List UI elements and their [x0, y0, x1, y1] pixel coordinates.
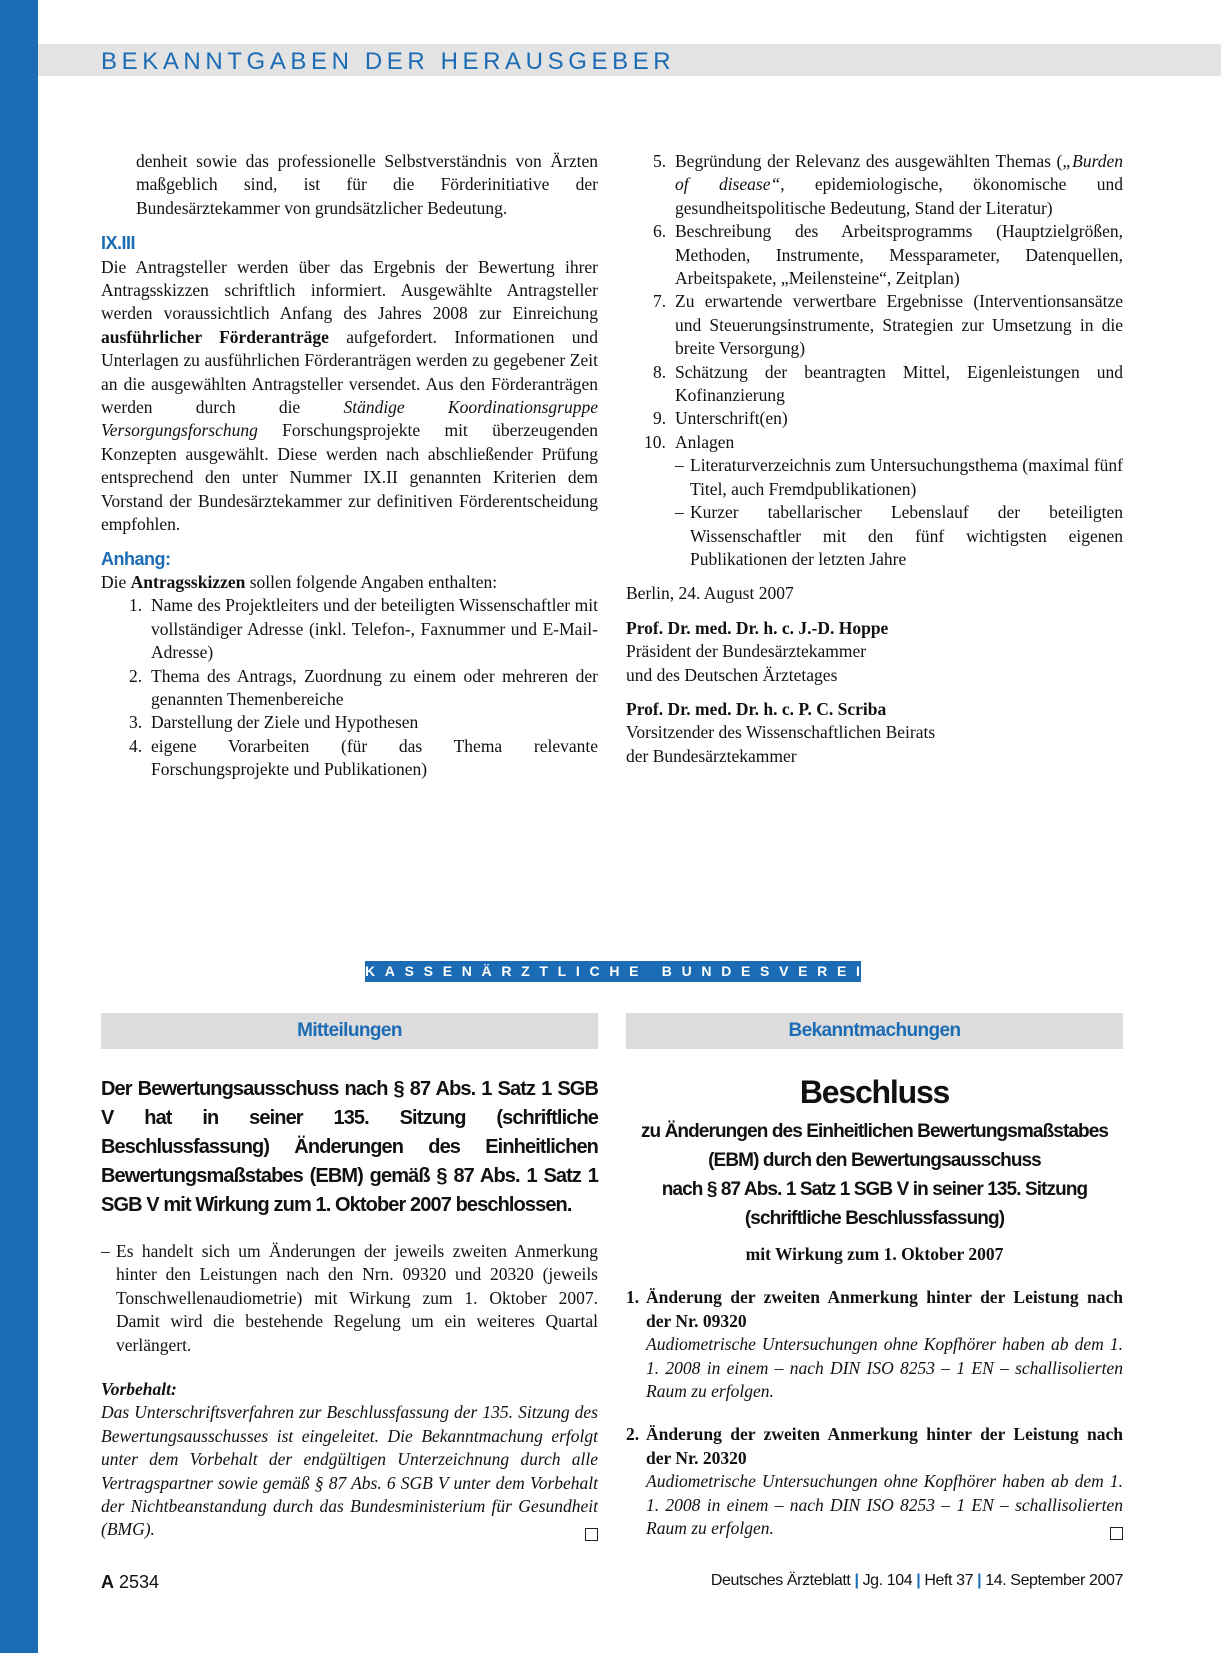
- signatory-1-name: Prof. Dr. med. Dr. h. c. J.-D. Hoppe: [626, 617, 889, 638]
- beschluss-item-text: [646, 1470, 1123, 1540]
- dash-bullet: –: [675, 455, 684, 476]
- subtitle-line: (EBM) durch den Bewertungsausschuss: [708, 1150, 1041, 1171]
- footer-page-number: [101, 1572, 159, 1593]
- attachment-sublist: [626, 454, 1123, 571]
- anhang-intro: [101, 571, 598, 594]
- bekanntmachungen-heading: Bekanntmachungen: [626, 1013, 1123, 1049]
- sublist-item-text: Literaturverzeichnis zum Untersuchungsthema (maximal fünf Titel, auch Fremdpublikationen): [690, 455, 1123, 499]
- end-mark-icon: [585, 1528, 598, 1541]
- journal-issue: Heft 37: [924, 1572, 974, 1589]
- list-item-number: 8.: [653, 361, 667, 382]
- list-item-number: 10.: [644, 431, 666, 452]
- beschluss-item: [626, 1423, 1123, 1540]
- anhang-post: sollen folgende Angaben enthalten:: [245, 571, 498, 592]
- signatory-1-role-2: und des Deutschen Ärztetages: [626, 664, 838, 685]
- effective-date: mit Wirkung zum 1. Oktober 2007: [745, 1244, 1004, 1264]
- list-item-number: 3.: [129, 712, 143, 733]
- beschluss-item-text: Audiometrische Untersuchungen ohne Kopfhörer haben ab dem 1. 1. 2008 in einem – nach DIN ISO 8253 – 1 EN – schallisolierten Raum zu erfolgen.: [646, 1334, 1123, 1402]
- page-prefix: A: [101, 1572, 114, 1592]
- subtitle-line: (schriftliche Beschlussfassung): [744, 1208, 1005, 1229]
- list-item-text: Schätzung der beantragten Mittel, Eigenleistungen und Kofinanzierung: [675, 361, 1123, 406]
- beschluss-title: Beschluss: [799, 1074, 950, 1110]
- journal-volume: Jg. 104: [862, 1572, 913, 1589]
- end-mark-box: [585, 1523, 598, 1546]
- section-heading-ix-iii: IX.III: [101, 233, 136, 254]
- list-item-text: Anlagen: [675, 431, 735, 452]
- signatory-2-role: Vorsitzender des Wissenschaftlichen Beirats: [626, 722, 936, 743]
- sublist-item: [675, 454, 1123, 501]
- kbv-banner: KASSENÄRZTLICHE BUNDESVEREINIGUNG: [365, 961, 861, 982]
- signatory-2-name: Prof. Dr. med. Dr. h. c. P. C. Scriba: [626, 698, 887, 719]
- list-item-number: 2.: [129, 665, 143, 686]
- ix-iii-paragraph: [101, 256, 598, 537]
- footer-citation: [711, 1572, 1123, 1590]
- list-item-number: 7.: [653, 291, 667, 312]
- beschluss-item-heading: Änderung der zweiten Anmerkung hinter der Leistung nach der Nr. 20320: [646, 1424, 1123, 1468]
- ix-text-1: Die Antragsteller werden über das Ergebnis der Bewertung ihrer Antragsskizzen schriftlich informiert. Ausgewählte Antragsteller werden voraussichtlich Anfang des Jahres 2008 zur Einreichung: [101, 256, 598, 324]
- section-header: BEKANNTGABEN DER HERAUSGEBER: [101, 48, 676, 75]
- list-item-text: Thema des Antrags, Zuordnung zu einem oder mehreren der genannten Themenbereiche: [151, 665, 598, 709]
- subtitle-line: nach § 87 Abs. 1 Satz 1 SGB V in seiner 135. Sitzung: [661, 1179, 1088, 1200]
- sublist-item: [675, 501, 1123, 571]
- right-column: [626, 150, 1123, 768]
- anhang-list: [101, 594, 598, 781]
- list-item-text: Name des Projektleiters und der beteiligten Wissenschaftler mit vollständiger Adresse (inkl. Telefon-, Faxnummer und E-Mail-Adresse): [151, 595, 598, 663]
- mitteilungen-column: [101, 1075, 598, 1547]
- end-mark-icon: [1110, 1527, 1123, 1540]
- list-item: [653, 220, 1123, 290]
- list-item: [644, 431, 1123, 454]
- list-item-number: 4.: [129, 735, 143, 756]
- list-item-text: Darstellung der Ziele und Hypothesen: [151, 712, 419, 733]
- mitteilungen-lead: Der Bewertungsausschuss nach § 87 Abs. 1 Satz 1 SGB V hat in seiner 135. Sitzung (schriftliche Beschlussfassung) Änderungen des Einheitlichen Bewertungsmaßstabes (EBM) gemäß § 87 Abs. 1 Satz 1 SGB V mit Wirkung zum 1. Oktober 2007 beschlossen.: [101, 1078, 598, 1216]
- list-item-text: Unterschrift(en): [675, 408, 788, 429]
- beschluss-subtitle: [626, 1117, 1123, 1233]
- beschluss-item-number: 2.: [626, 1424, 640, 1445]
- signatory-1-role: Präsident der Bundesärztekammer: [626, 641, 867, 662]
- list-item: [653, 361, 1123, 408]
- journal-date: 14. September 2007: [985, 1572, 1123, 1589]
- ix-italic: Ständige Koordinationsgruppe Versorgungsforschung: [101, 397, 598, 441]
- signatory-2-role-2: der Bundesärztekammer: [626, 745, 797, 766]
- dash-bullet: –: [675, 502, 684, 523]
- intro-paragraph: denheit sowie das professionelle Selbstverständnis von Ärzten maßgeblich sind, ist für die Förderinitiative der Bundesärztekammer von grundsätzlicher Bedeutung.: [136, 151, 598, 218]
- list-item-text: Zu erwartende verwertbare Ergebnisse (Interventionsansätze und Steuerungsinstrumente, Strategien zur Umsetzung in die breite Versorgung): [675, 291, 1123, 359]
- list-item: [653, 150, 1123, 220]
- beschluss-item: [626, 1286, 1123, 1403]
- list-item: [129, 665, 598, 712]
- list-item-text: eigene Vorarbeiten (für das Thema relevante Forschungsprojekte und Publikationen): [151, 735, 598, 780]
- item5-italic: „Burden of disease“: [675, 151, 1123, 195]
- vorbehalt-text-body: Das Unterschriftsverfahren zur Beschlussfassung der 135. Sitzung des Bewertungsausschusses ist eingeleitet. Die Bekanntmachung erfolgt unter dem Vorbehalt der endgültigen Unterzeichnung durch alle Vertragspartner sowie gemäß § 87 Abs. 6 SGB V unter dem Vorbehalt der Nichtbeanstandung durch das Bundesministerium für Gesundheit (BMG).: [101, 1402, 598, 1540]
- list-item: [129, 735, 598, 782]
- footer-divider: |: [854, 1572, 859, 1589]
- ix-text-3: Forschungsprojekte mit überzeugenden Konzepten ausgewählt. Diese werden nach abschließender Prüfung entsprechend den unter Nummer IX.II genannten Kriterien dem Vorstand der Bundesärztekammer zur definitiven Förderentscheidung empfohlen.: [101, 420, 598, 535]
- list-item: [653, 290, 1123, 360]
- anhang-pre: Die: [101, 571, 131, 592]
- list-item: [653, 407, 1123, 430]
- list-item-number: 6.: [653, 221, 667, 242]
- end-mark-box: [1110, 1522, 1123, 1545]
- sublist-item-text: Kurzer tabellarischer Lebenslauf der beteiligten Wissenschaftler mit den fünf wichtigsten eigenen Publikationen der letzten Jahre: [690, 502, 1123, 569]
- list-item: [129, 711, 598, 734]
- list-item-number: 1.: [129, 595, 143, 616]
- left-column: [101, 150, 598, 782]
- section-heading-anhang: Anhang:: [101, 548, 171, 569]
- ix-bold: ausführlicher Förderanträge: [101, 326, 329, 347]
- dash-item-text: Es handelt sich um Änderungen der jeweils zweiten Anmerkung hinter den Leistungen nach den Nrn. 09320 und 20320 (jeweils Tonschwellenaudiometrie) mit Wirkung zum 1. Oktober 2007. Damit wird die bestehende Regelung um ein weiteres Quartal verlängert.: [116, 1241, 598, 1355]
- mitteilungen-dash-item: [101, 1240, 598, 1357]
- ix-text-2: aufgefordert. Informationen und Unterlagen zu ausführlichen Förderanträgen werden zu gegebener Zeit an die ausgewählten Antragsteller versendet. Aus den Förderanträgen werden durch die: [101, 326, 598, 418]
- place-date: Berlin, 24. August 2007: [626, 583, 794, 604]
- bekanntmachungen-column: [626, 1072, 1123, 1545]
- beschluss-item-heading: Änderung der zweiten Anmerkung hinter der Leistung nach der Nr. 09320: [646, 1287, 1123, 1331]
- anhang-bold: Antragsskizzen: [130, 571, 246, 592]
- left-color-bar: [0, 0, 38, 1653]
- beschluss-item-text-body: Audiometrische Untersuchungen ohne Kopfhörer haben ab dem 1. 1. 2008 in einem – nach DIN ISO 8253 – 1 EN – schallisolierten Raum zu erfolgen.: [646, 1471, 1123, 1539]
- journal-name: Deutsches Ärzteblatt: [710, 1572, 851, 1589]
- dash-bullet: –: [101, 1241, 110, 1261]
- footer-divider: |: [916, 1572, 921, 1589]
- list-item-number: 5.: [653, 151, 667, 171]
- vorbehalt-label: Vorbehalt:: [101, 1379, 177, 1400]
- anhang-list-continued: [626, 150, 1123, 454]
- footer-divider: |: [977, 1572, 982, 1589]
- subtitle-line: zu Änderungen des Einheitlichen Bewertungsmaßstabes: [640, 1121, 1109, 1142]
- page-number: 2534: [119, 1572, 160, 1592]
- mitteilungen-heading: Mitteilungen: [101, 1013, 598, 1049]
- item5-post: , epidemiologische, ökonomische und gesundheitspolitische Bedeutung, Stand der Literatur): [675, 174, 1123, 218]
- item5-pre: Begründung der Relevanz des ausgewählten Themas (: [675, 151, 1063, 171]
- list-item-number: 9.: [653, 408, 667, 429]
- list-item-text: Beschreibung des Arbeitsprogramms (Hauptzielgrößen, Methoden, Instrumente, Messparameter, Datenquellen, Arbeitspakete, „Meilensteine“, Zeitplan): [675, 221, 1123, 289]
- vorbehalt-text: [101, 1401, 598, 1541]
- beschluss-item-number: 1.: [626, 1287, 640, 1308]
- list-item: [129, 594, 598, 664]
